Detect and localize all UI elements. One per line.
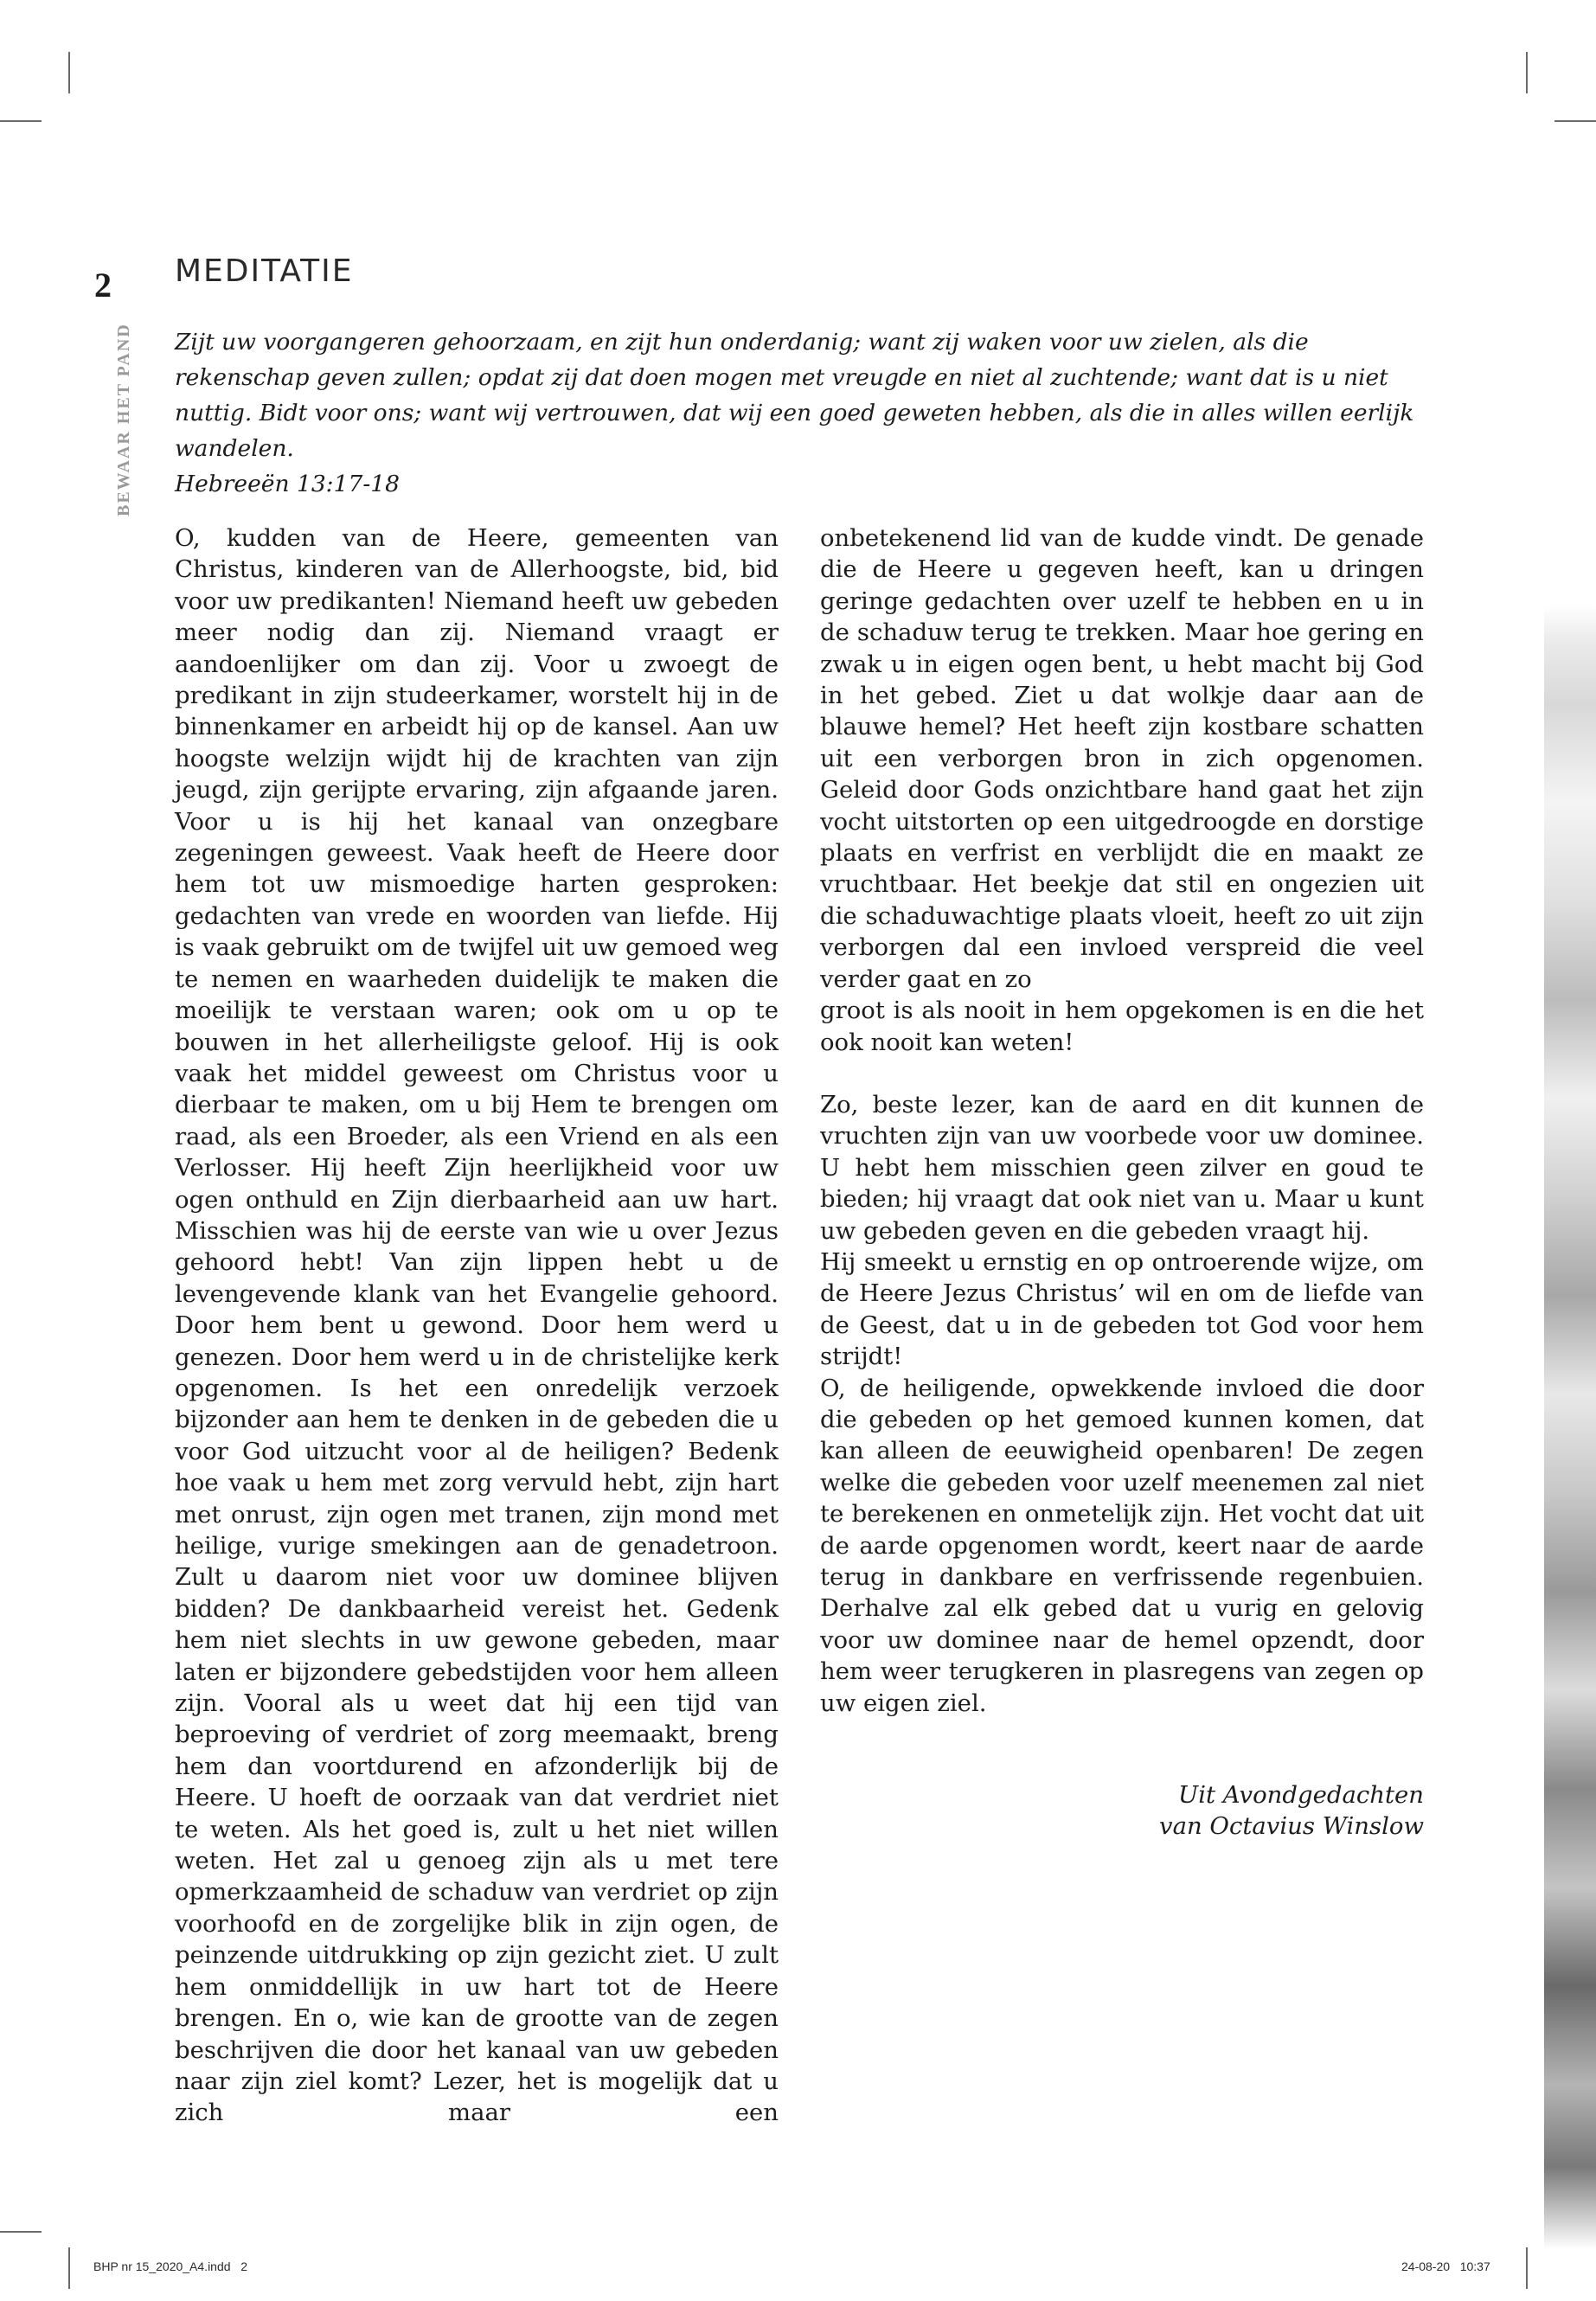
left-column [175, 522, 779, 2129]
signature-author: van Octavius Winslow [1159, 1812, 1424, 1841]
crop-mark-bottom-left [68, 2247, 70, 2289]
crop-mark-left-bottom [0, 2231, 42, 2233]
body-paragraph: O, de heiligende, opwekkende invloed die door die gebeden op het gemoed kunnen komen, dat kan alleen de eeuwigheid openbaren! De zegen welke die gebeden voor uzelf meenemen zal niet te berekenen en onmetelijk zijn. Het vocht dat uit de aarde opgenomen wordt, keert naar de aarde terug in dankbare en verfrissende regenbuien. Derhalve zal elk gebed dat u vurig en gelovig voor uw dominee naar de hemel opzendt, door hem weer terugkeren in plasregens van zegen op uw eigen ziel. [820, 1374, 1424, 1717]
crop-mark-bottom-right [1526, 2247, 1528, 2289]
epigraph-reference: Hebreeën 13:17-18 [175, 471, 401, 497]
right-column [820, 522, 1424, 1843]
body-paragraph: Hij smeekt u ernstig en op ontroerende wijze, om de Heere Jezus Christus’ wil en om de liefde van de Geest, dat u in de gebeden tot God voor hem strijdt! [820, 1247, 1424, 1371]
body-paragraph: O, kudden van de Heere, gemeenten van Christus, kinderen van de Allerhoogste, bid, bid voor uw predikanten! Niemand heeft uw gebeden meer nodig dan zij. Niemand vraagt er aandoenlijker om dan zij. Voor u zwoegt de predikant in zijn studeerkamer, worstelt hij in de binnenkamer en arbeidt hij op de kansel. Aan uw hoogste welzijn wijdt hij de krachten van zijn jeugd, zijn gerijpte ervaring, zijn afgaande jaren. Voor u is hij het kanaal van onzegbare zegeningen geweest. Vaak heeft de Heere door hem tot uw mismoedige harten gesproken: gedachten van vrede en woorden van liefde. Hij is vaak gebruikt om de twijfel uit uw gemoed weg te nemen en waarheden duidelijk te maken die moeilijk te verstaan waren; ook om u op te bouwen in het allerheiligste geloof. Hij is ook vaak het middel geweest om Christus voor u dierbaar te maken, om u bij Hem te brengen om raad, als een Broeder, als een Vriend en als een Verlosser. Hij heeft Zijn heerlijkheid voor uw ogen onthuld en Zijn dierbaarheid aan uw hart. Misschien was hij de eerste van wie u over Jezus gehoord hebt! Van zijn lippen hebt u de levengevende klank van het Evangelie gehoord. Door hem bent u gewond. Door hem werd u genezen. Door hem werd u in de christelijke kerk opgenomen. Is het een onredelijk verzoek bijzonder aan hem te denken in de gebeden die u voor God uitzucht voor al de heiligen? Bedenk hoe vaak u hem met zorg vervuld hebt, zijn hart met onrust, zijn ogen met tranen, zijn mond met heilige, vurige smekingen aan de genadetroon. Zult u daarom niet voor uw dominee blijven bidden? De dankbaarheid vereist het. Gedenk hem niet slechts in uw gewone gebeden, maar laten er bijzondere gebedstijden voor hem alleen zijn. Vooral als u weet dat hij een tijd van beproeving of verdriet of zorg meemaakt, breng hem dan voortdurend en afzonderlijk bij de Heere. U hoeft de oorzaak van dat verdriet niet te weten. Als het goed is, zult u het niet willen weten. Het zal u genoeg zijn als u met tere opmerkzaamheid de schaduw van verdriet op zijn voorhoofd en de zorgelijke blik in zijn ogen, de peinzende uitdrukking op zijn gezicht ziet. U zult hem onmiddellijk in uw hart tot de Heere brengen. En o, wie kan de grootte van de zegen beschrijven die door het kanaal van uw gebeden naar zijn ziel komt? Lezer, het is mogelijk dat u zich maar een [175, 524, 779, 2127]
footer-file-name: BHP nr 15_2020_A4.indd 2 [93, 2259, 247, 2273]
epigraph-text: Zijt uw voorgangeren gehoorzaam, en zijt hun onderdanig; want zij waken voor uw zielen, als die rekenschap geven zullen; opdat zij dat doen mogen met vreugde en niet al zuchtende; want dat is u niet nuttig. Bidt voor ons; want wij vertrouwen, dat wij een goed geweten hebben, als die in alles willen eerlijk wandelen. [175, 329, 1414, 462]
body-paragraph: onbetekenend lid van de kudde vindt. De genade die de Heere u gegeven heeft, kan u dringen geringe gedachten over uzelf te hebben en u in de schaduw terug te trekken. Maar hoe gering en zwak u in eigen ogen bent, u hebt macht bij God in het gebed. Ziet u dat wolkje daar aan de blauwe hemel? Het heeft zijn kostbare schatten uit een verborgen bron in zich opgenomen. Geleid door Gods onzichtbare hand gaat het zijn vocht uitstorten op een uitgedroogde en dorstige plaats en verfrist en verblijdt die en maakt ze vruchtbaar. Het beekje dat stil en ongezien uit die schaduwachtige plaats vloeit, heeft zo uit zijn verborgen dal een invloed verspreid die veel verder gaat en zo [820, 524, 1424, 993]
crop-mark-left-top [0, 120, 42, 122]
body-paragraph: Zo, beste lezer, kan de aard en dit kunnen de vruchten zijn van uw voorbede voor uw dominee. U hebt hem misschien geen zilver en goud te bieden; hij vraagt dat ook niet van u. Maar u kunt uw gebeden geven en die gebeden vraagt hij. [820, 1090, 1424, 1245]
crop-mark-right-top [1554, 120, 1596, 122]
edge-photo-strip [1544, 606, 1596, 2249]
running-head-vertical: BEWAAR HET PAND [114, 323, 133, 516]
section-title: MEDITATIE [175, 253, 354, 289]
crop-mark-top-left [68, 52, 70, 93]
crop-mark-top-right [1526, 52, 1528, 93]
epigraph [175, 324, 1429, 502]
footer-timestamp: 24-08-20 10:37 [1401, 2259, 1490, 2273]
signature [820, 1779, 1424, 1843]
body-paragraph: groot is als nooit in hem opgekomen is en die het ook nooit kan weten! [820, 997, 1424, 1056]
page-number: 2 [94, 266, 112, 304]
signature-source: Uit Avondgedachten [1178, 1781, 1424, 1810]
